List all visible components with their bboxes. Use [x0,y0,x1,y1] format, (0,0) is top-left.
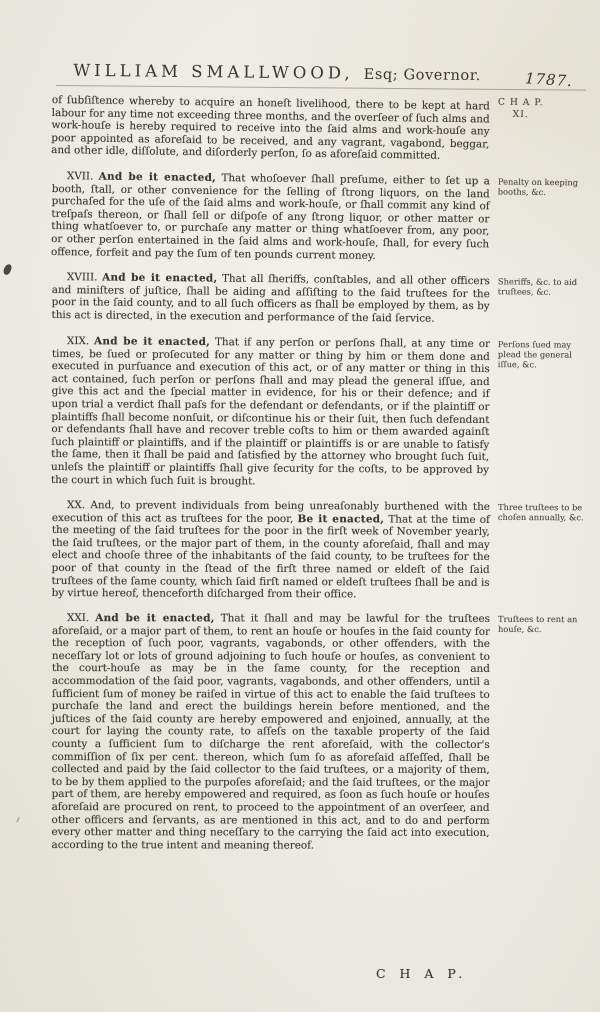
section-paragraph [51,612,490,852]
section-lead: And, to prevent individuals from being unreaſonably burthened with the execution of this act as truſtees for the poor, [51,498,490,525]
section-body: That whoſoever ſhall preſume, either to ſet up a booth, ſtall, or other convenience for the ſelling of ſtrong liquors, on the land purchaſed for the uſe of the ſaid alms and work-houſe, or ſhall commit any kind of treſpaſs thereon, or ſhall ſell or diſpoſe of any ſtrong liquor, or other matter or thing whatſoever to, or purchaſe any matter or thing whatſoever from, any poor, or other perſon entertained in the ſaid alms and work-houſe, ſhall, for every ſuch offence, forfeit and pay the ſum of ten pounds current money. [50,172,490,262]
section-number: XX. [66,498,86,511]
section-number: XIX. [66,334,90,347]
catchword: C H A P. [376,966,468,981]
margin-note: Sheriffs, &c. to aid truſtees, &c. [497,276,578,297]
enacting-clause: Be it enacted, [297,512,385,525]
enacting-clause: And be it enacted, [102,271,218,285]
section-body: That at the time of the meeting of the ſaid truſtees for the poor in the firſt week of November yearly, the ſaid truſtees, or the major part of them, in the county aforeſaid, ſhall and may elect and chooſe three of the inhabitants of the ſaid county, to be truſtees for the poor of that county in the ſtead of the firſt three named or eldeſt of the ſaid truſtees of the ſame county, which ſaid firſt named or eldeſt truſtees ſhall be and is by virtue hereof, thenceforth diſcharged from their office. [51,512,490,601]
margin-note: Three truſtees to be choſen annually, &c. [497,501,584,522]
section-xxi [51,612,590,852]
section-paragraph [52,499,490,602]
section-paragraph [51,335,490,489]
section-paragraph [52,271,490,326]
margin-note: Truſtees to rent an houſe, &c. [497,614,578,635]
governor-name: WILLIAM SMALLWOOD, [73,60,354,83]
section-xx [52,499,590,602]
continuation-paragraph: of ſubſiſtence whereby to acquire an honeſt livelihood, there to be kept at hard labour for any time not exceeding three months, and the overſeer of ſuch alms and work-houſe is hereby required to receive into the ſaid alms and work-houſe any poor appointed as aforeſaid to be received, and any vagrant, vagabond, beggar, and other idle, diſſolute, and diſorderly perſon, ſo as aforeſaid committed. [51,94,490,163]
section-body: That if any perſon or perſons ſhall, at any time or times, be ſued or proſecuted for any matter or thing by him or them done and executed in purſuance and execution of this act, or of any matter or thing in this act contained, ſuch perſon or perſons ſhall and may plead the general iſſue, and give this act and the ſpecial matter in evidence, for his or their defence; and if upon trial a verdict ſhall paſs for the defendant or defendants, or if the plaintiff or plaintiffs ſhall become nonſuit, or diſcontinue his or their ſuit, then ſuch defendant or defendants ſhall have and recover treble coſts to him or them awarded againſt ſuch plaintiff or plaintiffs, and if the plaintiff or plaintiffs is or are unable to ſatisfy the ſame, then it ſhall be paid and ſatisfied by the attorney who brought ſuch ſuit, unleſs the plaintiff or plaintiffs ſhall give ſecurity for the coſts, to be approved by the court in which ſuch ſuit is brought. [50,335,490,487]
page-header [0,0,600,89]
section-number: XVII. [66,170,94,183]
enacting-clause: And be it enacted, [94,334,211,348]
section-number: XXI. [66,612,90,625]
text-block [0,92,600,852]
section-xviii [52,271,590,327]
margin-note: Perſons ſued may plead the general iſſue, &c. [497,338,572,369]
margin-note: Penalty on keeping booths, &c. [497,176,579,197]
governor-suffix: Esq; Governor. [363,66,482,85]
chapter-number: XI. [512,108,529,121]
section-body: That all ſheriffs, conſtables, and all other officers and miniſters of juſtice, ſhall be aiding and aſſiſting to the ſaid truſtees for the poor in the ſaid county, and to all ſuch officers as ſhall be employed by them, as by this act is directed, in the execution and performance of the ſaid ſervice. [51,272,490,325]
section-xix [51,335,590,490]
chapter-label: C H A P. [497,96,544,109]
section-paragraph [51,170,490,264]
running-head [73,61,481,84]
section-body: That it ſhall and may be lawful for the truſtees aforeſaid, or a major part of them, to rent an houſe or houſes in the ſaid county for the reception of ſuch poor, vagrants, vagabonds, or other offenders, with the neceſſary lot or lots of ground adjoining to ſuch houſe or houſes, as convenient to the court-houſe as may be in the ſame county, for the reception and accommodation of the ſaid poor, vagrants, vagabonds, and other offenders, until a ſufficient ſum of money be raiſed in virtue of this act to enable the ſaid truſtees to purchaſe the land and erect the buildings herein before mentioned, and the juſtices of the ſaid county are hereby empowered and enjoined, annually, at the court for laying the county rate, to aſſeſs on the taxable property of the ſaid county a ſufficient ſum to diſcharge the rent aforeſaid, with the collector's commiſſion of ſix per cent. thereon, which ſum ſo as aforeſaid aſſeſſed, ſhall be collected and paid by the ſaid collector to the ſaid truſtees, or a majority of them, to be by them applied to the purpoſes aforeſaid; and the ſaid truſtees, or the major part of them, are hereby empowered and required, as ſoon as ſuch houſe or houſes aforeſaid are procured on rent, to proceed to the appointment of an overſeer, and other officers and ſervants, as are mentioned in this act, and to do and perform every other matter and thing neceſſary to the carrying the ſaid act into execution, according to the true intent and meaning thereof. [51,612,490,852]
continuation-row [51,94,590,165]
year-annotation: 1787. [524,69,574,91]
section-xvii [51,170,590,265]
chapter-margin-note [497,95,586,165]
section-number: XVIII. [66,271,98,284]
enacting-clause: And be it enacted, [98,170,217,184]
enacting-clause: And be it enacted, [95,612,215,625]
